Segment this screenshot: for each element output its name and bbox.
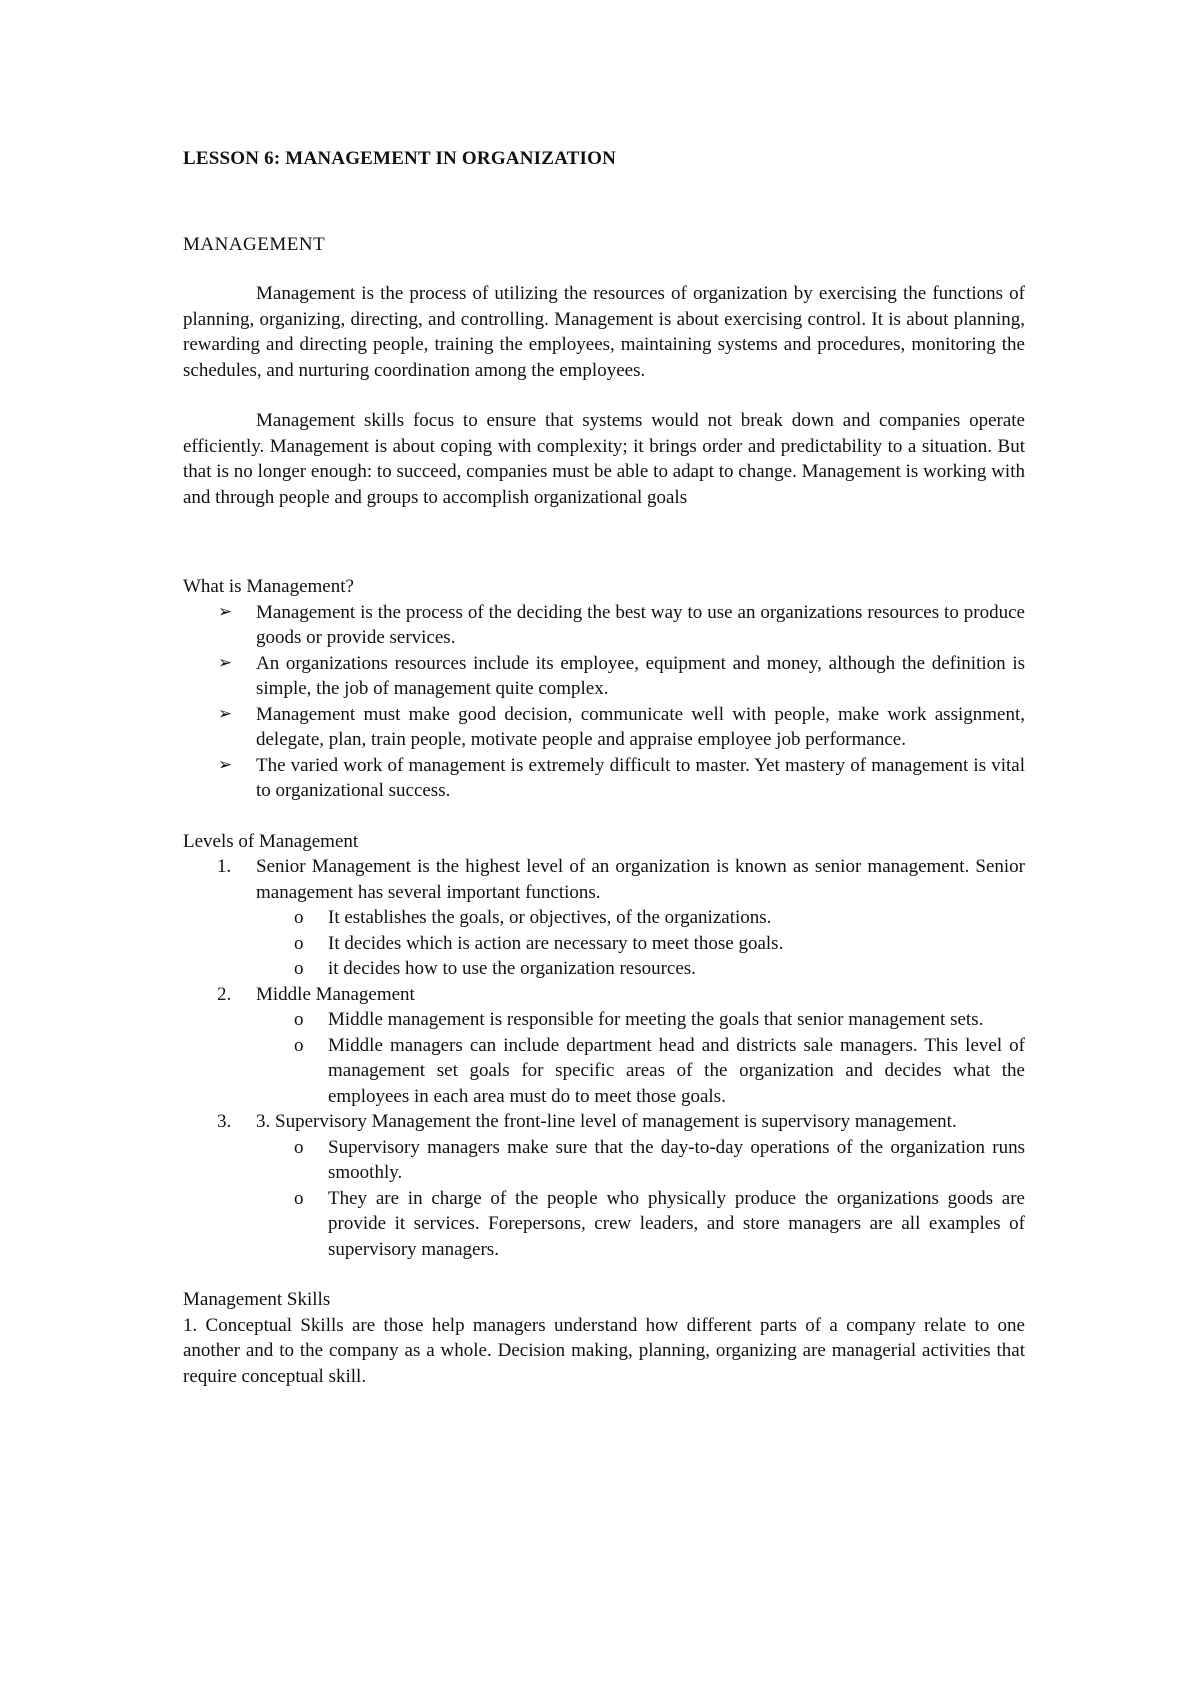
list-number: 2. xyxy=(217,983,232,1005)
sub-item-text: It decides which is action are necessary to meet those goals. xyxy=(328,932,784,954)
paragraph: Management skills focus to ensure that systems would not break down and companies operate efficiently. Management is about coping with complexity; it brings order and predictability to a situation. But that is no longer enough: to succeed, companies must be able to adapt to change. Management is working with and through people and groups to accomplish organizational goals xyxy=(183,410,1025,508)
arrow-bullet-icon: ➢ xyxy=(218,754,233,775)
sub-list-item xyxy=(256,1033,1025,1110)
circle-bullet-icon: o xyxy=(294,1136,304,1158)
skill-paragraph: 1. Conceptual Skills are those help managers understand how different parts of a company relate to one another and to the company as a whole. Decision making, planning, organizing are managerial activities that require conceptual skill. xyxy=(183,1314,1025,1387)
heading-management-skills: Management Skills xyxy=(183,1289,331,1310)
sub-item-text: It establishes the goals, or objectives, of the organizations. xyxy=(328,907,772,928)
paragraph: Management is the process of utilizing the resources of organization by exercising the functions of planning, organizing, directing, and controlling. Management is about exercising control. It is about planning, rewarding and directing people, training the employees, maintaining systems and procedures, monitoring the schedules, and nurturing coordination among the employees. xyxy=(183,283,1025,381)
section-heading-management: MANAGEMENT xyxy=(183,233,326,255)
sub-list-item xyxy=(256,956,1025,982)
circle-bullet-icon: o xyxy=(294,907,304,928)
arrow-bullet-icon: ➢ xyxy=(218,703,233,724)
sub-list-item xyxy=(256,1007,1025,1033)
level-item xyxy=(183,854,1025,982)
circle-bullet-icon: o xyxy=(294,958,304,979)
sub-item-text: Supervisory managers make sure that the day-to-day operations of the organization runs smoothly. xyxy=(328,1136,1025,1183)
sub-list-item xyxy=(256,1186,1025,1263)
heading-what-is-management: What is Management? xyxy=(183,576,354,597)
list-item xyxy=(183,702,1025,753)
circle-bullet-icon: o xyxy=(294,1187,304,1209)
sub-item-text: it decides how to use the organization resources. xyxy=(328,958,696,979)
circle-bullet-icon: o xyxy=(294,1009,304,1030)
what-is-management-list xyxy=(183,600,1025,804)
level-item xyxy=(183,1109,1025,1262)
list-item xyxy=(183,600,1025,651)
sub-list-item xyxy=(256,1135,1025,1186)
document-content xyxy=(183,146,1025,1389)
list-item-text: The varied work of management is extremely difficult to master. Yet mastery of management is vital to organizational success. xyxy=(256,754,1025,801)
list-item-text: An organizations resources include its employee, equipment and money, although the definition is simple, the job of management quite complex. xyxy=(256,652,1025,699)
level-sub-list xyxy=(256,905,1025,982)
circle-bullet-icon: o xyxy=(294,932,304,954)
level-sub-list xyxy=(256,1007,1025,1109)
sub-item-text: Middle management is responsible for meeting the goals that senior management sets. xyxy=(328,1009,984,1030)
level-item-text: Senior Management is the highest level of an organization is known as senior management. Senior management has several important functions. xyxy=(256,856,1025,903)
list-number: 1. xyxy=(217,856,232,877)
list-number: 3. xyxy=(217,1111,232,1132)
list-item-text: Management is the process of the deciding the best way to use an organizations resources to produce goods or provide services. xyxy=(256,601,1025,648)
level-item xyxy=(183,982,1025,1110)
heading-levels-of-management: Levels of Management xyxy=(183,830,359,852)
lesson-title: LESSON 6: MANAGEMENT IN ORGANIZATION xyxy=(183,148,616,169)
sub-list-item xyxy=(256,931,1025,957)
list-item xyxy=(183,753,1025,804)
levels-of-management-list xyxy=(183,854,1025,1262)
sub-item-text: They are in charge of the people who physically produce the organizations goods are provide it services. Forepersons, crew leaders, and store managers are all examples of supervisory managers. xyxy=(328,1187,1025,1260)
level-sub-list xyxy=(256,1135,1025,1263)
circle-bullet-icon: o xyxy=(294,1034,304,1056)
sub-list-item xyxy=(256,905,1025,931)
arrow-bullet-icon: ➢ xyxy=(218,652,233,673)
level-item-text: 3. Supervisory Management the front-line level of management is supervisory management. xyxy=(256,1111,957,1132)
arrow-bullet-icon: ➢ xyxy=(218,601,233,622)
sub-item-text: Middle managers can include department head and districts sale managers. This level of management set goals for specific areas of the organization and decides what the employees in each area must do to meet those goals. xyxy=(328,1034,1025,1107)
level-item-text: Middle Management xyxy=(256,983,415,1005)
list-item-text: Management must make good decision, communicate well with people, make work assignment, delegate, plan, train people, motivate people and appraise employee job performance. xyxy=(256,703,1025,750)
list-item xyxy=(183,651,1025,702)
